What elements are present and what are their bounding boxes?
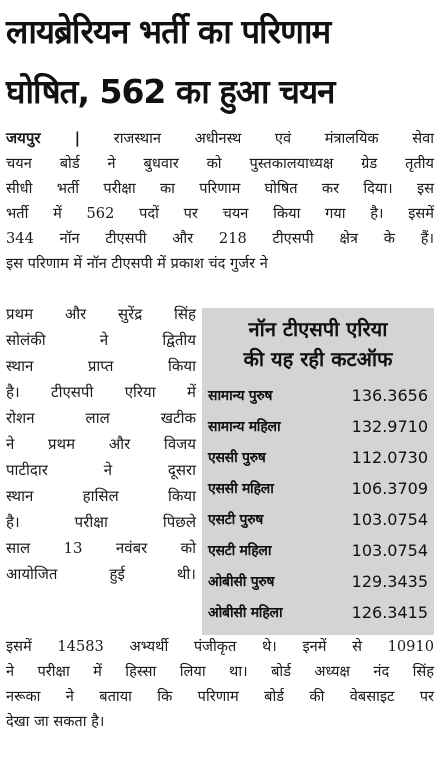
paragraph-line: भर्ती में 562 पदों पर चयन किया गया है। इसमें	[6, 205, 434, 222]
paragraph-line-text: राजस्थान अधीनस्थ एवं मंत्रालयिक सेवा	[80, 130, 434, 147]
cutoff-table	[208, 380, 428, 628]
cutoff-value: 129.3435	[351, 572, 428, 591]
cutoff-value: 136.3656	[351, 386, 428, 405]
paragraph-line: चयन बोर्ड ने बुधवार को पुस्तकालयाध्यक्ष ग्रेड तृतीय	[6, 155, 434, 172]
paragraph-line: सीधी भर्ती परीक्षा का परिणाम घोषित कर दिया। इस	[6, 180, 434, 197]
paragraph-line: है। परीक्षा पिछले	[6, 513, 196, 531]
headline-line-1: लायब्रेरियन भर्ती का परिणाम	[6, 12, 331, 51]
cutoff-category: एससी महिला	[208, 481, 274, 497]
cutoff-category: सामान्य महिला	[208, 419, 281, 435]
headline	[6, 2, 434, 122]
cutoff-box-title	[202, 314, 434, 374]
cutoff-value: 106.3709	[351, 479, 428, 498]
dateline: जयपुर |	[6, 129, 81, 147]
cutoff-value: 112.0730	[351, 448, 428, 467]
cutoff-category: एससी पुरुष	[208, 450, 266, 466]
cutoff-row	[208, 597, 428, 628]
cutoff-category: ओबीसी पुरुष	[208, 574, 275, 590]
cutoff-value: 132.9710	[351, 417, 428, 436]
cutoff-value: 103.0754	[351, 510, 428, 529]
paragraph-line: साल 13 नवंबर को	[6, 539, 196, 557]
cutoff-category: सामान्य पुरुष	[208, 388, 273, 404]
cutoff-title-line-1: नॉन टीएसपी एरिया	[248, 317, 388, 341]
paragraph-line: नरूका ने बताया कि परिणाम बोर्ड की वेबसाइट पर	[6, 688, 434, 705]
paragraph-line: रोशन लाल खटीक	[6, 409, 196, 427]
paragraph-line: ने प्रथम और विजय	[6, 435, 196, 453]
paragraph-line: पाटीदार ने दूसरा	[6, 461, 196, 479]
cutoff-box	[202, 308, 434, 635]
paragraph-line: स्थान प्राप्त किया	[6, 357, 196, 375]
cutoff-value: 126.3415	[351, 603, 428, 622]
paragraph-line: प्रथम और सुरेंद्र सिंह	[6, 305, 196, 323]
cutoff-row	[208, 566, 428, 597]
paragraph-line	[6, 126, 434, 151]
paragraph-line: इसमें 14583 अभ्यर्थी पंजीकृत थे। इनमें से 10910	[6, 638, 434, 655]
cutoff-row	[208, 442, 428, 473]
paragraph-line: 344 नॉन टीएसपी और 218 टीएसपी क्षेत्र के हैं।	[6, 230, 434, 247]
cutoff-category: एसटी पुरुष	[208, 512, 264, 528]
paragraph-line: स्थान हासिल किया	[6, 487, 196, 505]
article-paragraph-1	[6, 126, 434, 276]
cutoff-row	[208, 380, 428, 411]
paragraph-line: ने परीक्षा में हिस्सा लिया था। बोर्ड अध्यक्ष नंद सिंह	[6, 663, 434, 680]
cutoff-row	[208, 473, 428, 504]
cutoff-category: एसटी महिला	[208, 543, 272, 559]
cutoff-row	[208, 411, 428, 442]
cutoff-title-line-2: की यह रही कटऑफ	[243, 347, 393, 371]
paragraph-line: सोलंकी ने द्वितीय	[6, 331, 196, 349]
article-paragraph-3	[6, 634, 434, 734]
article-paragraph-2	[6, 301, 196, 587]
cutoff-row	[208, 504, 428, 535]
paragraph-line: है। टीएसपी एरिया में	[6, 383, 196, 401]
cutoff-category: ओबीसी महिला	[208, 605, 283, 621]
cutoff-row	[208, 535, 428, 566]
paragraph-line: इस परिणाम में नॉन टीएसपी में प्रकाश चंद गुर्जर ने	[6, 255, 268, 272]
paragraph-line: देखा जा सकता है।	[6, 713, 105, 730]
paragraph-line: आयोजित हुई थी।	[6, 565, 196, 583]
cutoff-value: 103.0754	[351, 541, 428, 560]
headline-line-2: घोषित, 562 का हुआ चयन	[6, 72, 335, 111]
